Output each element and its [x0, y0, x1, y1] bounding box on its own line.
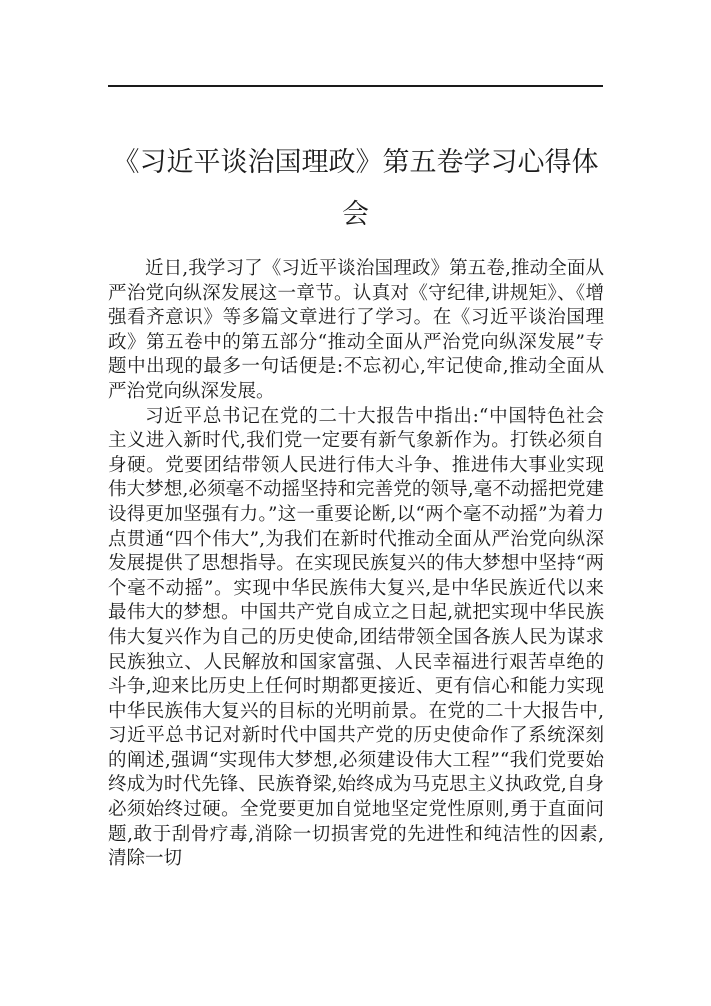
document-title: 《习近平谈治国理政》第五卷学习心得体会 [112, 147, 599, 230]
header-rule [108, 85, 603, 87]
body-paragraph: 近日,我学习了《习近平谈治国理政》第五卷,推动全面从严治党向纵深发展这一章节。认真对《守纪律,讲规矩》、《增强看齐意识》等多篇文章进行了学习。在《习近平谈治国理政》第五卷中的第五部分“推动全面从严治党向纵深发展”专题中出现的最多一句话便是:不忘初心,牢记使命,推动全面从严治党向纵深发展。 [108, 258, 604, 402]
document-body [108, 257, 604, 872]
body-paragraph: 习近平总书记在党的二十大报告中指出:“中国特色社会主义进入新时代,我们党一定要有新气象新作为。打铁必须自身硬。党要团结带领人民进行伟大斗争、推进伟大事业实现伟大梦想,必须毫不动摇坚持和完善党的领导,毫不动摇把党建设得更加坚强有力。”这一重要论断,以“两个毫不动摇”为着力点贯通“四个伟大”,为我们在新时代推动全面从严治党向纵深发展提供了思想指导。在实现民族复兴的伟大梦想中坚持“两个毫不动摇”。实现中华民族伟大复兴,是中华民族近代以来最伟大的梦想。中国共产党自成立之日起,就把实现中华民族伟大复兴作为自己的历史使命,团结带领全国各族人民为谋求民族独立、人民解放和国家富强、人民幸福进行艰苦卓绝的斗争,迎来比历史上任何时期都更接近、更有信心和能力实现中华民族伟大复兴的目标的光明前景。在党的二十大报告中,习近平总书记对新时代中国共产党的历史使命作了系统深刻的阐述,强调“实现伟大梦想,必须建设伟大工程”“我们党要始终成为时代先锋、民族脊梁,始终成为马克思主义执政党,自身必须始终过硬。全党要更加自觉地坚定党性原则,勇于直面问题,敢于刮骨疗毒,消除一切损害党的先进性和纯洁性的因素,清除一切 [108, 405, 604, 870]
